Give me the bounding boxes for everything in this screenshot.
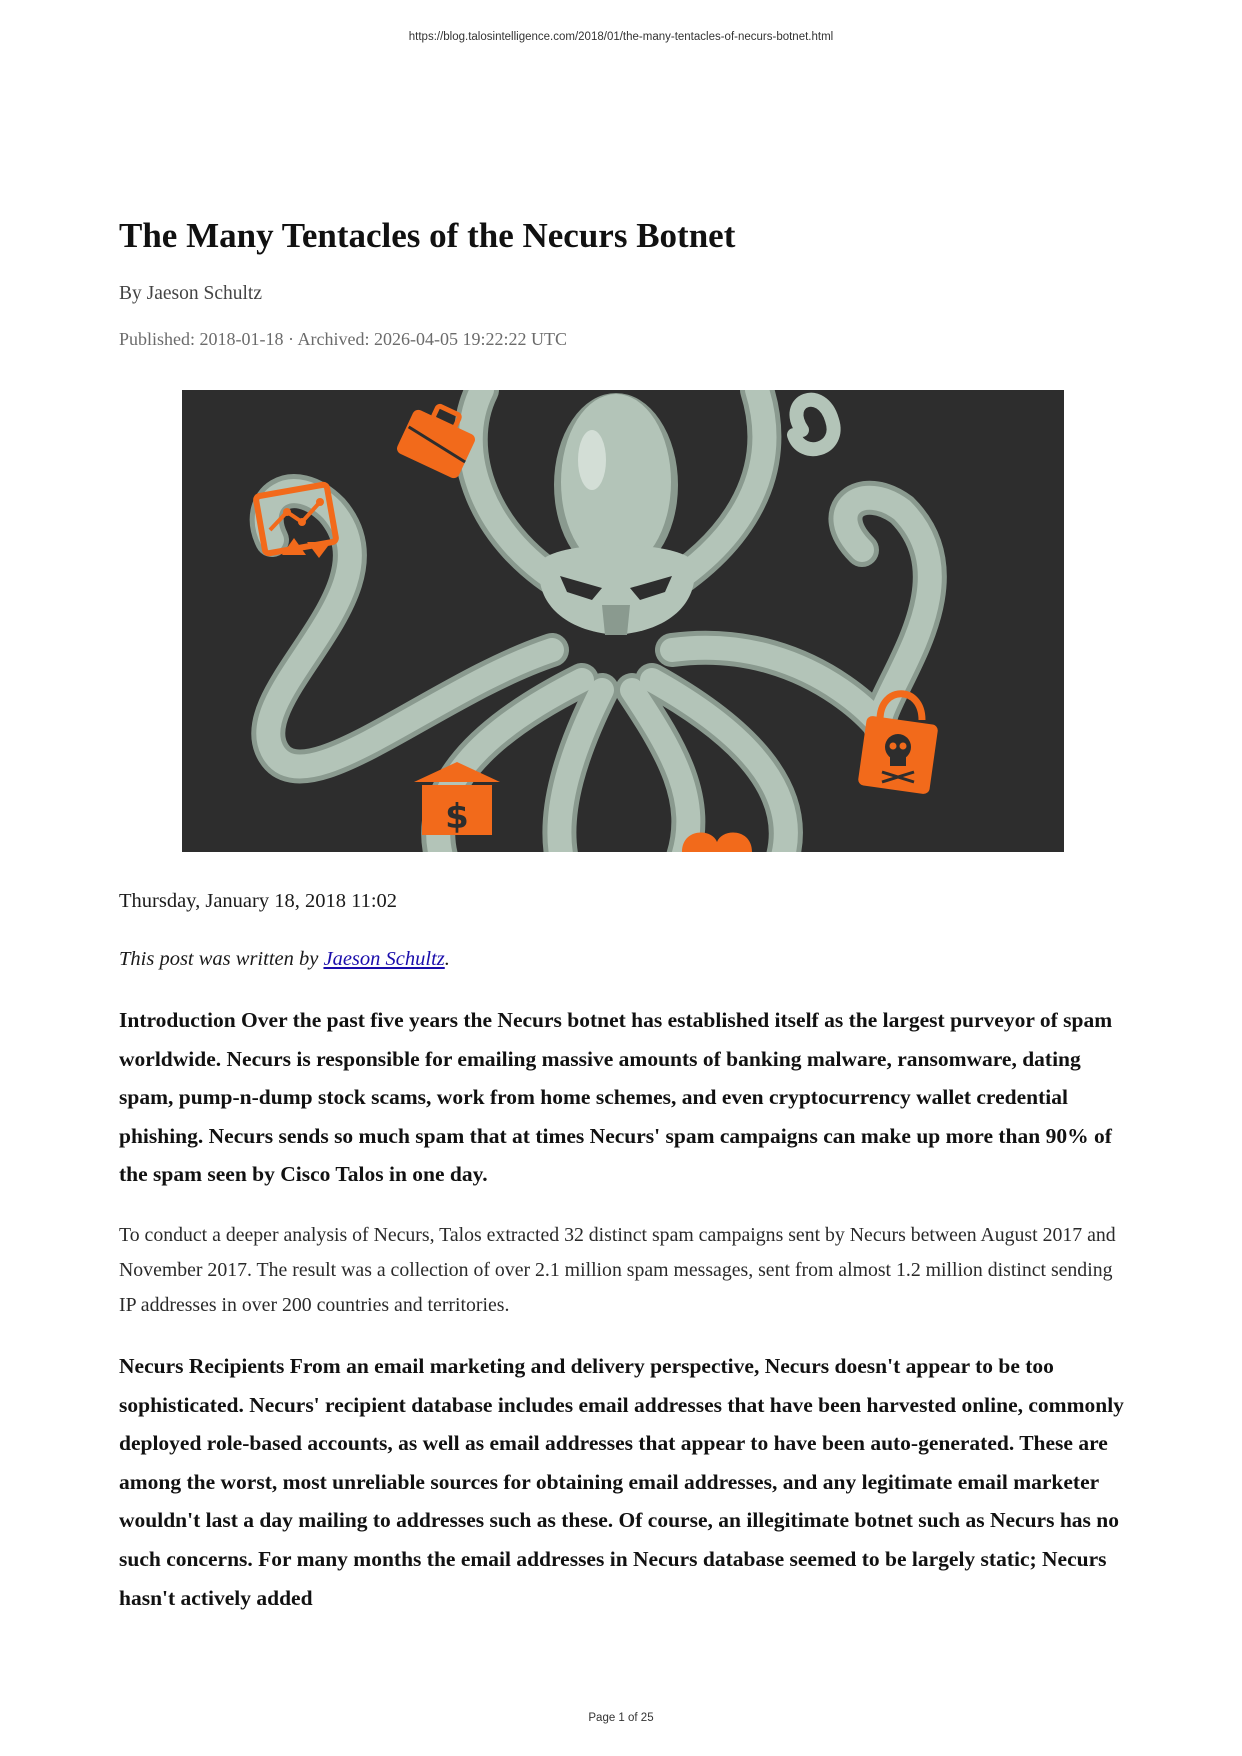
- intro-paragraph: Introduction Over the past five years the Necurs botnet has established itself as the largest purveyor of spam worldwide. Necurs is responsible for emailing massive amounts of banking malware, ransomware, dating spam, pump-n-dump stock scams, work from home schemes, and even cryptocurrency wallet credential phishing. Necurs sends so much spam that at times Necurs' spam campaigns can make up more than 90% of the spam seen by Cisco Talos in one day.: [119, 1008, 1113, 1187]
- octopus-hero-image: [182, 390, 1064, 852]
- author-attribution: [119, 944, 450, 974]
- post-datetime: Thursday, January 18, 2018 11:02: [119, 890, 398, 912]
- analysis-paragraph: To conduct a deeper analysis of Necurs, Talos extracted 32 distinct spam campaigns sent by Necurs between August 2017 and November 2017. The result was a collection of over 2.1 million spam messages, sent from almost 1.2 million distinct sending IP addresses in over 200 countries and territories.: [119, 1224, 1116, 1316]
- attribution-suffix: .: [444, 948, 450, 970]
- article-title: The Many Tentacles of the Necurs Botnet: [119, 216, 736, 255]
- author-link[interactable]: Jaeson Schultz: [323, 948, 445, 970]
- recipients-paragraph: Necurs Recipients From an email marketing and delivery perspective, Necurs doesn't appear to be too sophisticated. Necurs' recipient database includes email addresses that have been harvested online, commonly deployed role-based accounts, as well as email addresses that appear to have been auto-generated. These are among the worst, most unreliable sources for obtaining email addresses, and any legitimate email marketer wouldn't last a day mailing to addresses such as these. Of course, an illegitimate botnet such as Necurs has no such concerns. For many months the email addresses in Necurs database seemed to be largely static; Necurs hasn't actively added: [119, 1354, 1124, 1610]
- octopus-illustration: [182, 390, 1064, 852]
- article-header: [119, 212, 1129, 352]
- article-byline: By Jaeson Schultz: [119, 283, 262, 304]
- svg-text:$: $: [445, 797, 469, 837]
- page-url-header: https://blog.talosintelligence.com/2018/01/the-many-tentacles-of-necurs-botnet.html: [408, 31, 834, 43]
- attribution-prefix: This post was written by: [119, 948, 324, 970]
- page-number: Page 1 of 25: [588, 1712, 654, 1724]
- article-published-meta: Published: 2018-01-18 · Archived: 2026-04-05 19:22:22 UTC: [119, 329, 567, 349]
